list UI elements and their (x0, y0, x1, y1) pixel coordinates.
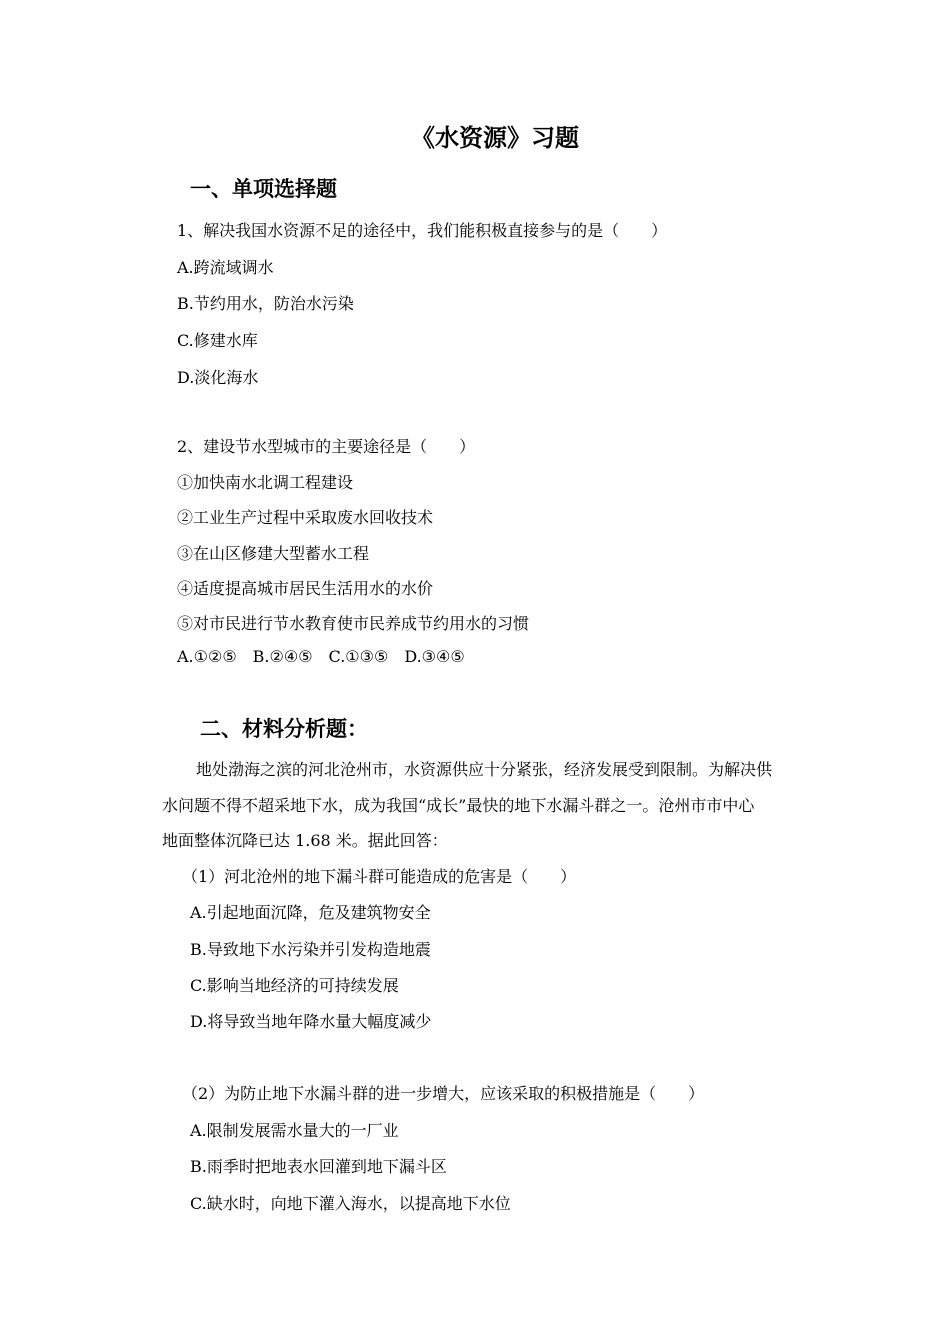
material-line-2: 水问题不得不超采地下水，成为我国“成长”最快的地下水漏斗群之一。沧州市市中心 (162, 796, 755, 815)
q2-item-2: ②工业生产过程中采取废水回收技术 (177, 508, 434, 527)
q2-item-5: ⑤对市民进行节水教育使市民养成节约用水的习惯 (177, 614, 530, 633)
q1-option-d: D.淡化海水 (177, 368, 259, 387)
sub1-option-c: C.影响当地经济的可持续发展 (190, 976, 399, 995)
sub1-option-d: D.将导致当地年降水量大幅度减少 (190, 1012, 432, 1031)
sub1-option-b: B.导致地下水污染并引发构造地震 (190, 940, 431, 959)
sub2-option-c: C.缺水时，向地下灌入海水，以提高地下水位 (190, 1194, 511, 1213)
q1-option-c: C.修建水库 (177, 331, 258, 350)
sub-question-2-stem: （2）为防止地下水漏斗群的进一步增大，应该采取的积极措施是（ ） (182, 1084, 705, 1103)
q2-item-1: ①加快南水北调工程建设 (177, 473, 354, 492)
q2-choices: A.①②⑤ B.②④⑤ C.①③⑤ D.③④⑤ (177, 647, 465, 666)
section-heading-material: 二、材料分析题： (200, 716, 368, 741)
question-1-stem: 1、解决我国水资源不足的途径中，我们能积极直接参与的是（ ） (177, 221, 668, 240)
sub2-option-b: B.雨季时把地表水回灌到地下漏斗区 (190, 1157, 447, 1176)
q2-item-4: ④适度提高城市居民生活用水的水价 (177, 579, 434, 598)
sub2-option-a: A.限制发展需水量大的一厂业 (190, 1121, 399, 1140)
q1-option-b: B.节约用水，防治水污染 (177, 294, 354, 313)
document-title: 《水资源》习题 (411, 123, 579, 152)
question-2-stem: 2、建设节水型城市的主要途径是（ ） (177, 437, 476, 456)
sub-question-1-stem: （1）河北沧州的地下漏斗群可能造成的危害是（ ） (182, 867, 577, 886)
q1-option-a: A.跨流域调水 (177, 258, 274, 277)
material-line-3: 地面整体沉降已达 1.68 米。据此回答： (162, 831, 448, 850)
q2-item-3: ③在山区修建大型蓄水工程 (177, 544, 370, 563)
section-heading-choice: 一、单项选择题 (190, 176, 337, 201)
material-line-1: 地处渤海之滨的河北沧州市，水资源供应十分紧张，经济发展受到限制。为解决供 (196, 760, 773, 779)
sub1-option-a: A.引起地面沉降，危及建筑物安全 (190, 903, 431, 922)
